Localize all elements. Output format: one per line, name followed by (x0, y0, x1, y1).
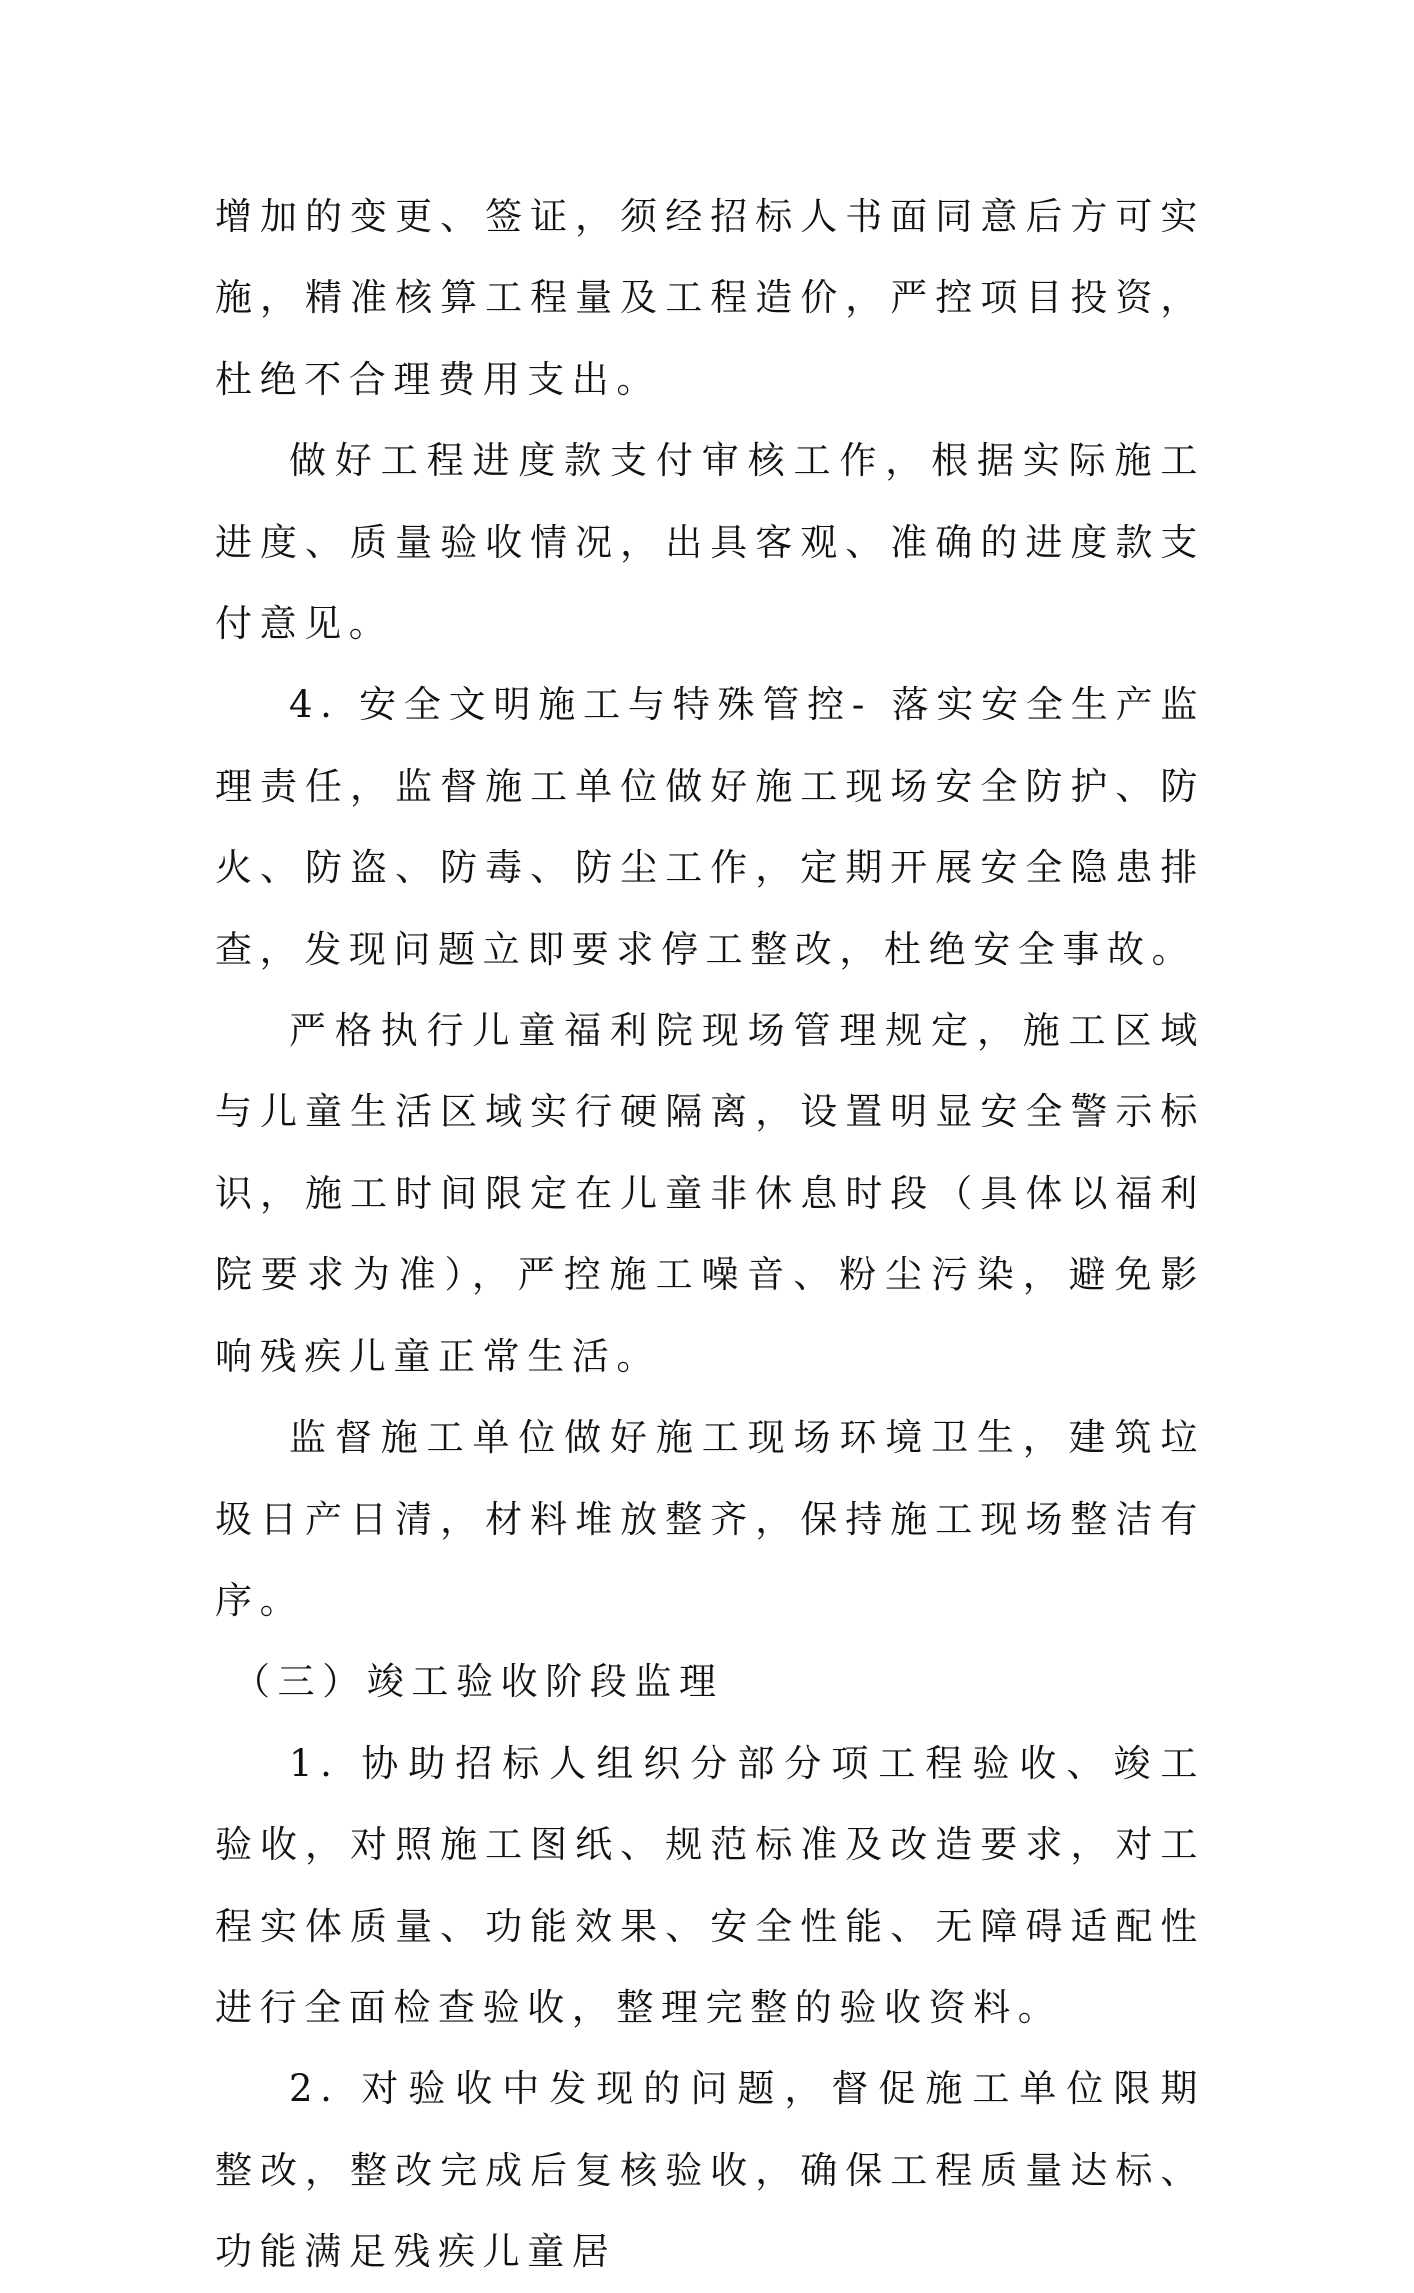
paragraph-site-management: 严格执行儿童福利院现场管理规定，施工区域与儿童生活区域实行硬隔离，设置明显安全警示标识，施工时间限定在儿童非休息时段（具体以福利院要求为准），严控施工噪音、粉尘污染，避免影响残疾儿童正常生活。 (215, 1009, 1205, 1378)
document-body (215, 176, 1205, 2293)
paragraph-change-approval: 增加的变更、签证，须经招标人书面同意后方可实施，精准核算工程量及工程造价，严控项目投资，杜绝不合理费用支出。 (215, 195, 1205, 401)
paragraph-progress-payment: 做好工程进度款支付审核工作，根据实际施工进度、质量验收情况，出具客观、准确的进度款支付意见。 (215, 439, 1205, 646)
section-heading-completion-acceptance: （三）竣工验收阶段监理 (233, 1660, 724, 1704)
paragraph-acceptance-inspection: 1. 协助招标人组织分部分项工程验收、竣工验收，对照施工图纸、规范标准及改造要求，对工程实体质量、功能效果、安全性能、无障碍适配性进行全面检查验收，整理完整的验收资料。 (215, 1741, 1205, 2029)
paragraph-site-hygiene: 监督施工单位做好施工现场环境卫生，建筑垃圾日产日清，材料堆放整齐，保持施工现场整洁有序。 (215, 1416, 1205, 1622)
paragraph-rectification: 2. 对验收中发现的问题，督促施工单位限期整改，整改完成后复核验收，确保工程质量达标、功能满足残疾儿童居 (215, 2067, 1205, 2274)
paragraph-safety-control: 4. 安全文明施工与特殊管控- 落实安全生产监理责任，监督施工单位做好施工现场安全防护、防火、防盗、防毒、防尘工作，定期开展安全隐患排查，发现问题立即要求停工整改，杜绝安全事故。 (215, 683, 1205, 971)
